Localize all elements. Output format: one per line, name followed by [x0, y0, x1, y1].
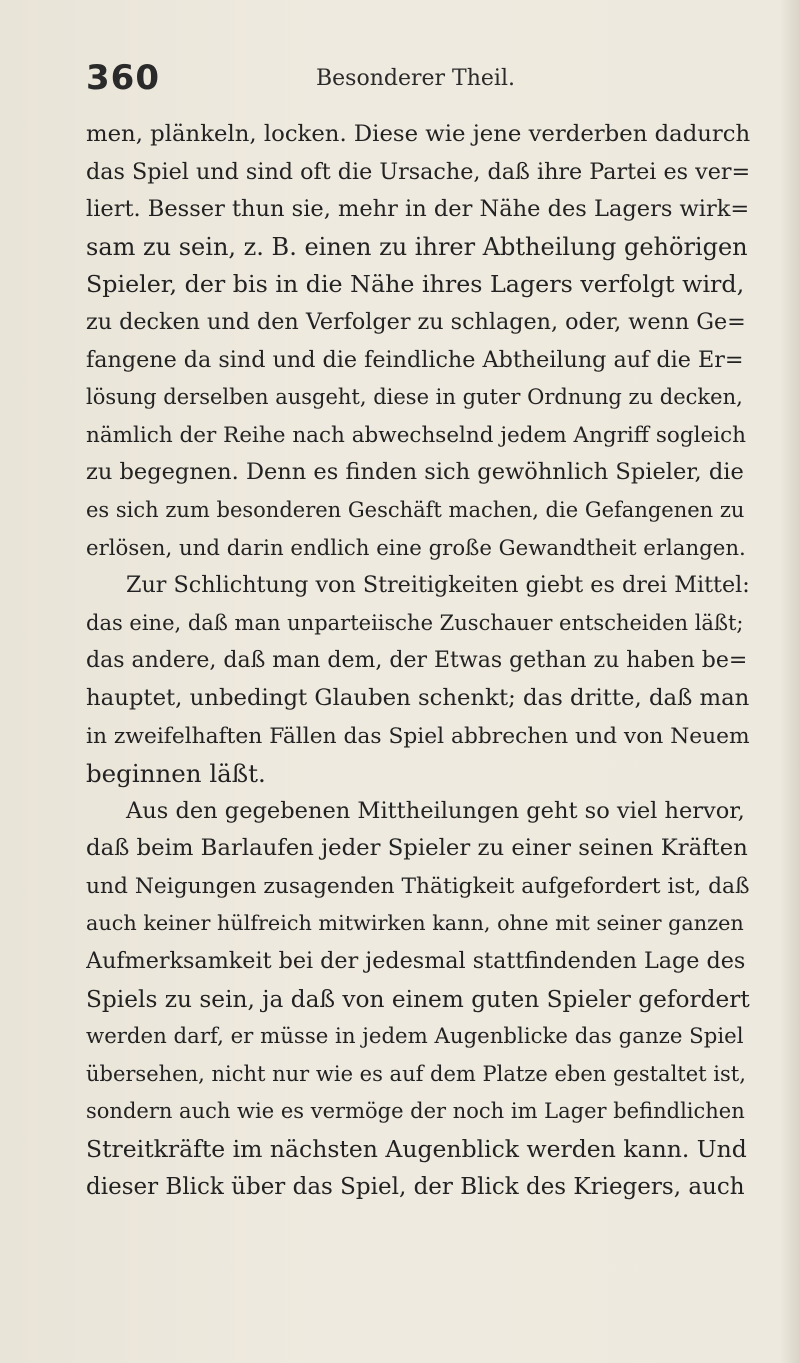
text-line: das Spiel und sind oft die Ursache, daß ihre Partei es ver=: [86, 158, 750, 185]
page-header: [86, 58, 746, 108]
text-line: in zweifelhaften Fällen das Spiel abbrechen und von Neuem: [86, 723, 750, 749]
text-line: übersehen, nicht nur wie es auf dem Platze eben gestaltet ist,: [86, 1061, 746, 1086]
text-line: lösung derselben ausgeht, diese in guter Ordnung zu decken,: [86, 385, 743, 410]
text-line: dieser Blick über das Spiel, der Blick des Kriegers, auch: [86, 1173, 745, 1200]
text-line: men, plänkeln, locken. Diese wie jene verderben dadurch: [86, 121, 750, 147]
text-line: und Neigungen zusagenden Thätigkeit aufgefordert ist, daß: [86, 873, 750, 899]
text-line: Spiels zu sein, ja daß von einem guten Spieler gefordert: [86, 985, 750, 1013]
text-line: beginnen läßt.: [86, 759, 266, 789]
page-edge-shadow: [780, 0, 800, 1363]
text-line: werden darf, er müsse in jedem Augenblicke das ganze Spiel: [86, 1024, 744, 1050]
text-line: hauptet, unbedingt Glauben schenkt; das dritte, daß man: [86, 684, 750, 711]
text-line: daß beim Barlaufen jeder Spieler zu einer seinen Kräften: [86, 835, 748, 862]
text-line: Aufmerksamkeit bei der jedesmal stattfindenden Lage des: [86, 948, 746, 975]
text-line: liert. Besser thun sie, mehr in der Nähe des Lagers wirk=: [86, 196, 750, 223]
text-line: Streitkräfte im nächsten Augenblick werden kann. Und: [86, 1135, 747, 1164]
text-line: sondern auch wie es vermöge der noch im Lager befindlichen: [86, 1099, 745, 1124]
body-text: [86, 116, 750, 1206]
text-line: es sich zum besonderen Geschäft machen, die Gefangenen zu: [86, 497, 745, 522]
text-line-paragraph-start: Zur Schlichtung von Streitigkeiten giebt es drei Mittel:: [126, 572, 750, 599]
running-head: Besonderer Theil.: [316, 66, 515, 91]
text-line: erlösen, und darin endlich eine große Gewandtheit erlangen.: [86, 535, 746, 561]
page-number: 360: [86, 58, 160, 98]
text-line: auch keiner hülfreich mitwirken kann, ohne mit seiner ganzen: [86, 911, 744, 936]
text-line-paragraph-start: Aus den gegebenen Mittheilungen geht so viel hervor,: [126, 797, 745, 824]
text-line: fangene da sind und die feindliche Abtheilung auf die Er=: [86, 346, 744, 373]
text-line: nämlich der Reihe nach abwechselnd jedem Angriff sogleich: [86, 422, 746, 448]
text-line: Spieler, der bis in die Nähe ihres Lagers verfolgt wird,: [86, 270, 745, 299]
text-line: das eine, daß man unparteiische Zuschauer entscheiden läßt;: [86, 610, 744, 635]
text-line: zu decken und den Verfolger zu schlagen, oder, wenn Ge=: [86, 308, 746, 335]
text-line: das andere, daß man dem, der Etwas gethan zu haben be=: [86, 648, 748, 674]
text-line: zu begegnen. Denn es finden sich gewöhnlich Spieler, die: [86, 459, 744, 486]
text-line: sam zu sein, z. B. einen zu ihrer Abtheilung gehörigen: [86, 232, 748, 261]
